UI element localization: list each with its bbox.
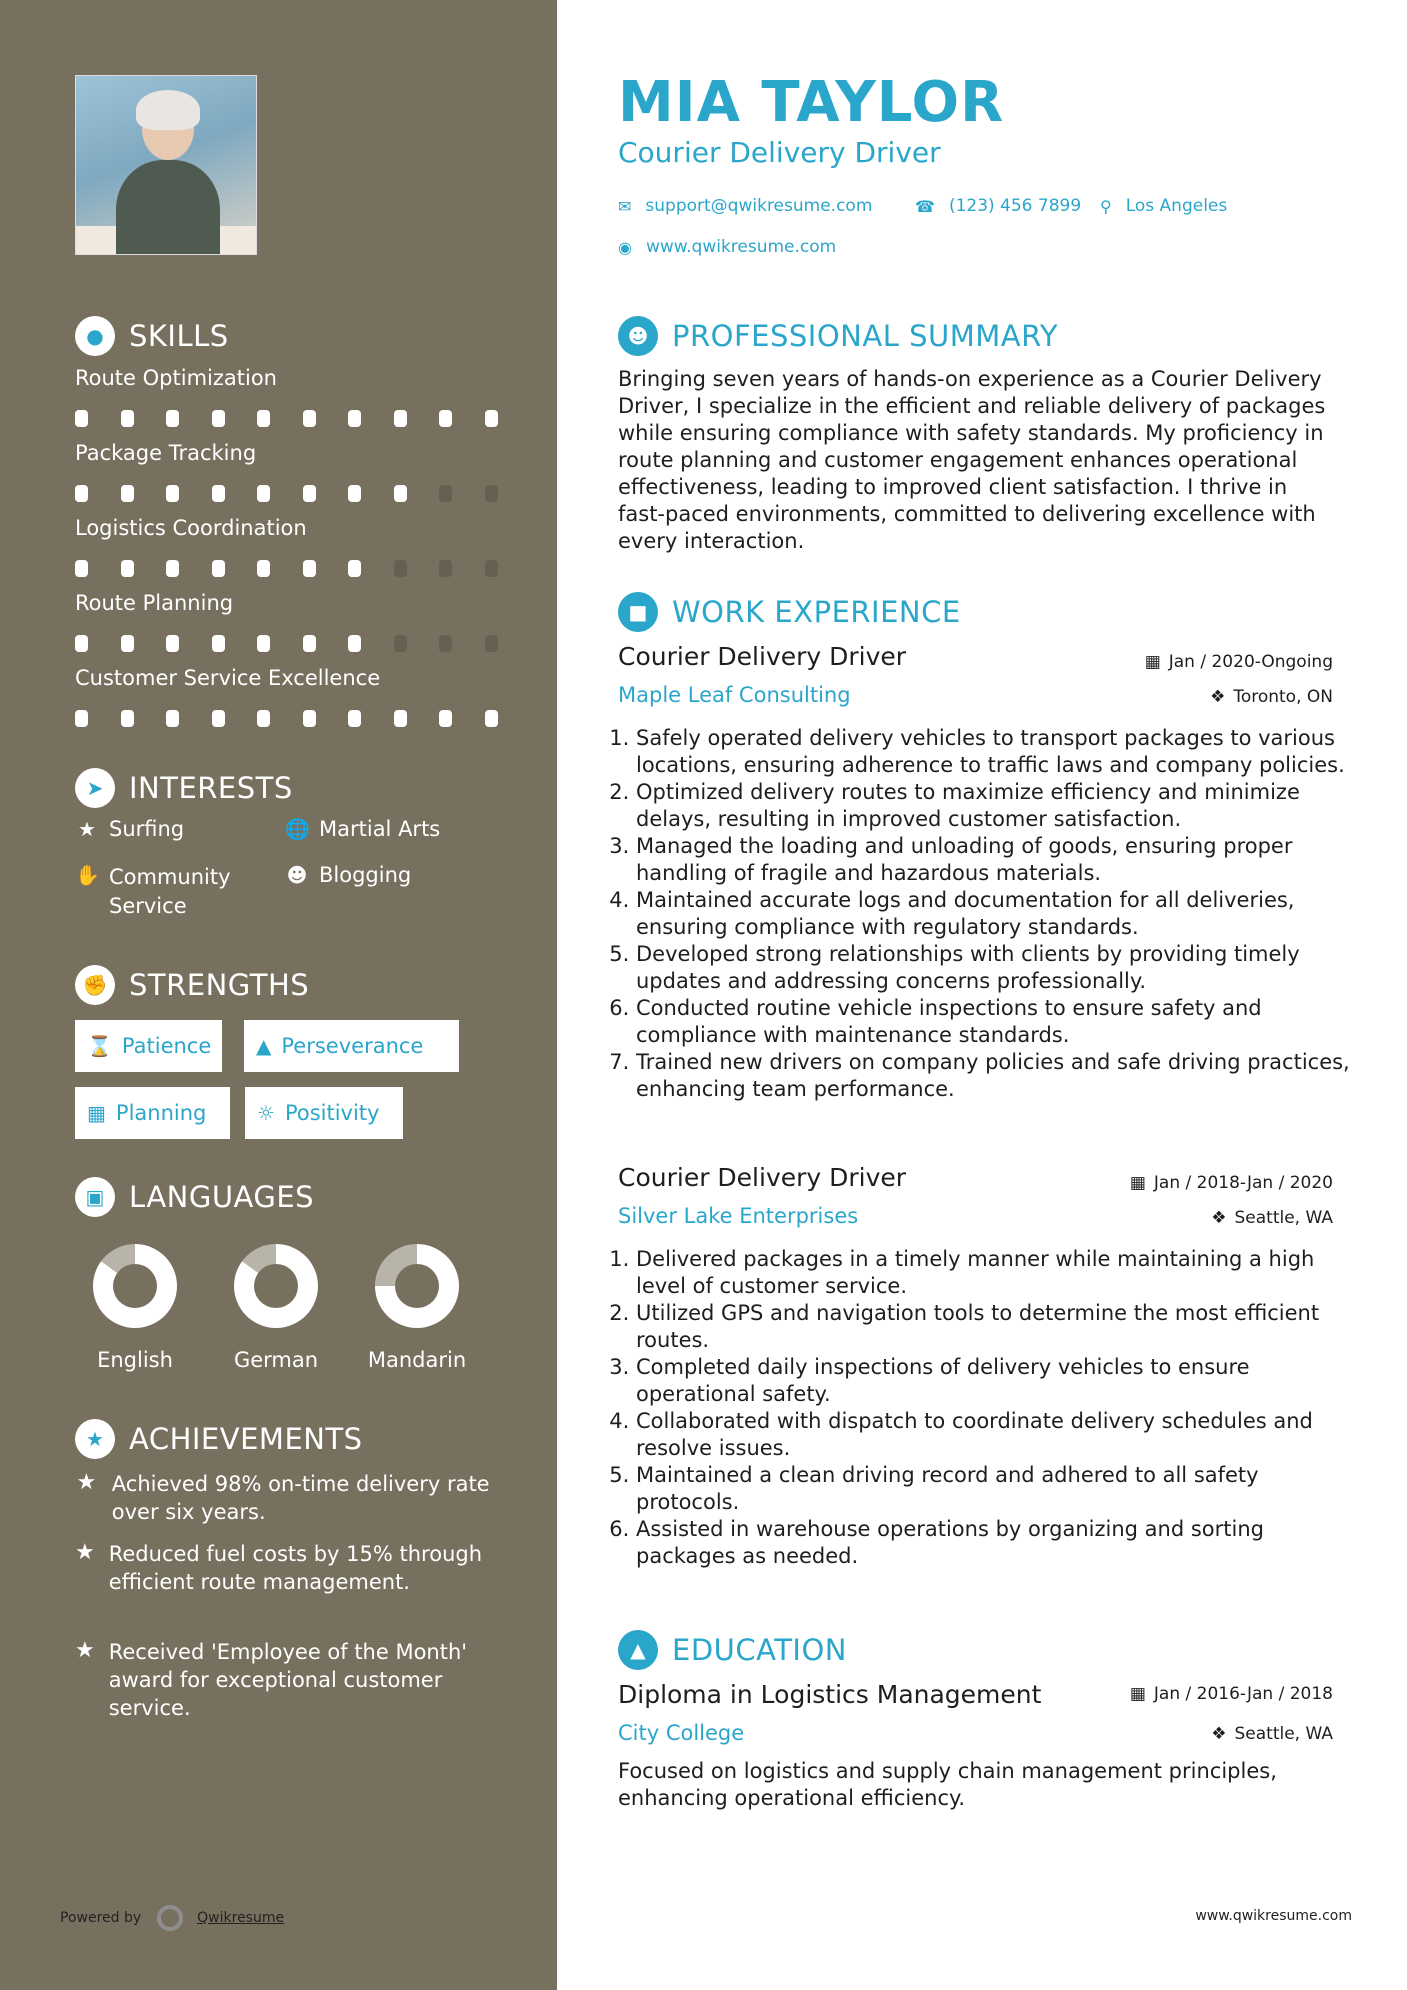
skill-name: Route Optimization: [75, 366, 277, 390]
star-trophy-icon: ★: [75, 1540, 95, 1565]
language-ring: [93, 1244, 177, 1328]
skill-level-dot: [394, 635, 407, 652]
skills-heading: SKILLS: [129, 319, 229, 353]
interest-item: ✋ Community Service: [75, 863, 231, 918]
degree-title: Diploma in Logistics Management: [618, 1680, 1042, 1709]
pin-icon: ❖: [1210, 687, 1226, 707]
skill-level-dot: [75, 410, 88, 427]
calendar-icon: ▦: [87, 1101, 106, 1125]
job-bullet: 6. Assisted in warehouse operations by organizing and sorting packages as needed.: [636, 1516, 1356, 1570]
job-bullet: 4. Collaborated with dispatch to coordinate delivery schedules and resolve issues.: [636, 1408, 1356, 1462]
pin-icon: ❖: [1211, 1208, 1227, 1228]
candidate-title: Courier Delivery Driver: [618, 136, 941, 169]
skill-level-dot: [303, 635, 316, 652]
language-item: Mandarin: [347, 1244, 487, 1372]
skill-level-dot: [166, 560, 179, 577]
job-bullet: 2. Utilized GPS and navigation tools to determine the most efficient routes.: [636, 1300, 1356, 1354]
skill-level-dot: [303, 410, 316, 427]
skill-item: [75, 366, 515, 390]
skill-level-dot: [485, 560, 498, 577]
skill-level-dot: [394, 485, 407, 502]
skill-level-dot: [212, 635, 225, 652]
skill-level-dot: [166, 635, 179, 652]
skill-level-dot: [439, 410, 452, 427]
user-icon: ☻: [618, 316, 658, 356]
languages-heading: LANGUAGES: [129, 1180, 315, 1214]
language-ring: [234, 1244, 318, 1328]
skill-level-dot: [166, 410, 179, 427]
job-bullet: 4. Maintained accurate logs and documentation for all deliveries, ensuring compliance with regulatory standards.: [636, 887, 1356, 941]
interest-item: ★ Surfing: [75, 817, 184, 841]
strength-chip: ▲ Perseverance: [244, 1020, 459, 1072]
strengths-heading: STRENGTHS: [129, 968, 310, 1002]
interests-section-header: [75, 768, 293, 808]
languages-section-header: [75, 1177, 314, 1217]
contact-phone[interactable]: ☎ (123) 456 7899: [915, 196, 1082, 216]
language-ring: [375, 1244, 459, 1328]
skill-level-dot: [439, 635, 452, 652]
skill-item: [75, 666, 515, 690]
strength-chip: ⌛ Patience: [75, 1020, 222, 1072]
skill-level-dot: [348, 710, 361, 727]
achievements-section-header: [75, 1419, 363, 1459]
language-card-icon: ▣: [75, 1177, 115, 1217]
skill-level-dot: [485, 635, 498, 652]
road-icon: ▲: [256, 1034, 272, 1058]
interest-item: ☻ Blogging: [286, 863, 412, 887]
paper-plane-icon: ➤: [75, 768, 115, 808]
skill-level-dot: [212, 410, 225, 427]
skill-level-dot: [394, 560, 407, 577]
language-item: English: [65, 1244, 205, 1372]
job-location: ❖ Seattle, WA: [1211, 1208, 1333, 1228]
education-dates: ▦ Jan / 2016-Jan / 2018: [1129, 1684, 1333, 1704]
skill-level-dot: [121, 635, 134, 652]
hourglass-icon: ⌛: [87, 1034, 112, 1058]
calendar-icon: ▦: [1129, 1173, 1146, 1193]
sun-icon: ☼: [257, 1101, 275, 1125]
language-item: German: [206, 1244, 346, 1372]
job-bullet: 3. Completed daily inspections of delivery vehicles to ensure operational safety.: [636, 1354, 1356, 1408]
skill-level-dot: [485, 710, 498, 727]
globe-icon: 🌐: [285, 817, 310, 841]
skill-level-dot: [75, 710, 88, 727]
skill-level-dot: [212, 560, 225, 577]
skill-level-dot: [303, 560, 316, 577]
job-dates: ▦ Jan / 2020-Ongoing: [1144, 652, 1333, 672]
lightbulb-icon: ●: [75, 316, 115, 356]
skill-level-dot: [121, 710, 134, 727]
qwikresume-link[interactable]: Qwikresume: [197, 1910, 285, 1926]
skill-level-dot: [121, 560, 134, 577]
job-bullet: 3. Managed the loading and unloading of goods, ensuring proper handling of fragile and hazardous materials.: [636, 833, 1356, 887]
skill-level-dot: [121, 485, 134, 502]
education-section-header: [618, 1630, 847, 1670]
skill-level-dot: [212, 485, 225, 502]
skill-level-dot: [485, 410, 498, 427]
skill-level-dot: [485, 485, 498, 502]
summary-text: Bringing seven years of hands-on experience as a Courier Delivery Driver, I specialize in the efficient and reliable delivery of packages while ensuring compliance with safety standards. My proficiency in route planning and customer engagement enhances operational effectiveness, leading to improved client satisfaction. I thrive in fast-paced environments, committed to delivering excellence with every interaction.: [618, 367, 1326, 553]
job-location: ❖ Toronto, ON: [1210, 687, 1333, 707]
achievements-heading: ACHIEVEMENTS: [129, 1422, 363, 1456]
skill-level-dot: [257, 485, 270, 502]
contact-website[interactable]: ◉ www.qwikresume.com: [618, 237, 837, 257]
skill-item: [75, 516, 515, 540]
interest-item: 🌐 Martial Arts: [285, 817, 441, 841]
powered-by: Powered by Qwikresume: [60, 1905, 284, 1931]
skill-level-dot: [166, 710, 179, 727]
skill-level-dot: [75, 485, 88, 502]
job-bullets: [610, 1246, 1356, 1570]
interests-heading: INTERESTS: [129, 771, 293, 805]
skill-item: [75, 591, 515, 615]
job-bullet: 6. Conducted routine vehicle inspections to ensure safety and compliance with maintenance standards.: [636, 995, 1356, 1049]
skill-name: Package Tracking: [75, 441, 257, 465]
skill-item: [75, 441, 515, 465]
pin-icon: ❖: [1211, 1724, 1227, 1744]
skill-level-dot: [212, 710, 225, 727]
calendar-icon: ▦: [1129, 1684, 1146, 1704]
globe-icon: ◉: [618, 237, 632, 257]
experience-section-header: [618, 592, 961, 632]
skill-level-dot: [257, 635, 270, 652]
job-bullet: 5. Developed strong relationships with clients by providing timely updates and addressing concerns professionally.: [636, 941, 1356, 995]
footer-site[interactable]: www.qwikresume.com: [1195, 1908, 1352, 1924]
contact-email[interactable]: ✉ support@qwikresume.com: [618, 196, 873, 216]
skill-level-dot: [257, 560, 270, 577]
skill-level-dot: [348, 485, 361, 502]
skill-level-dot: [257, 710, 270, 727]
skill-level-dot: [348, 410, 361, 427]
job-bullets: [610, 725, 1356, 1103]
calendar-icon: ▦: [1144, 652, 1161, 672]
job-title: Courier Delivery Driver: [618, 642, 907, 671]
job-company: Maple Leaf Consulting: [618, 683, 851, 707]
skill-level-dot: [166, 485, 179, 502]
skill-level-dot: [348, 635, 361, 652]
job-dates: ▦ Jan / 2018-Jan / 2020: [1129, 1173, 1333, 1193]
sidebar: [0, 0, 557, 1990]
star-trophy-icon: ★: [76, 1470, 97, 1495]
skill-level-dot: [439, 560, 452, 577]
skill-level-dot: [75, 635, 88, 652]
skill-level-dot: [394, 710, 407, 727]
profile-photo: [75, 75, 257, 255]
job-bullet: 1. Safely operated delivery vehicles to transport packages to various locations, ensuring adherence to traffic laws and company policies.: [636, 725, 1356, 779]
phone-icon: ☎: [915, 196, 935, 216]
skill-level-dot: [439, 485, 452, 502]
star-icon: ★: [78, 817, 96, 841]
fist-icon: ✊: [75, 965, 115, 1005]
achievement-item: ★ Achieved 98% on-time delivery rate over six years.: [76, 1470, 490, 1524]
achievement-item: ★ Received 'Employee of the Month' award for exceptional customer service.: [75, 1638, 468, 1720]
summary-section-header: [618, 316, 1058, 356]
experience-heading: WORK EXPERIENCE: [672, 595, 961, 629]
graduation-icon: ▲: [618, 1630, 658, 1670]
strength-chip: ☼ Positivity: [245, 1087, 403, 1139]
school-name: City College: [618, 1721, 745, 1745]
strengths-section-header: [75, 965, 309, 1005]
skill-level-dot: [439, 710, 452, 727]
office-chair-icon: ■: [618, 592, 658, 632]
job-title: Courier Delivery Driver: [618, 1163, 907, 1192]
skill-level-dot: [303, 485, 316, 502]
award-icon: ★: [75, 1419, 115, 1459]
skill-level-dot: [394, 410, 407, 427]
qwikresume-logo-icon: [157, 1905, 183, 1931]
skill-level-dot: [257, 410, 270, 427]
summary-heading: PROFESSIONAL SUMMARY: [672, 319, 1059, 353]
map-pin-icon: ⚲: [1100, 196, 1112, 216]
users-icon: ☻: [286, 863, 308, 887]
job-bullet: 5. Maintained a clean driving record and adhered to all safety protocols.: [636, 1462, 1356, 1516]
education-location: ❖ Seattle, WA: [1211, 1724, 1333, 1744]
skill-level-dot: [121, 410, 134, 427]
skill-name: Route Planning: [75, 591, 234, 615]
strength-chip: ▦ Planning: [75, 1087, 230, 1139]
envelope-icon: ✉: [618, 196, 632, 216]
job-bullet: 1. Delivered packages in a timely manner while maintaining a high level of customer service.: [636, 1246, 1356, 1300]
candidate-name: MIA TAYLOR: [618, 70, 1005, 135]
job-company: Silver Lake Enterprises: [618, 1204, 859, 1228]
job-bullet: 7. Trained new drivers on company policies and safe driving practices, enhancing team performance.: [636, 1049, 1356, 1103]
achievement-item: ★ Reduced fuel costs by 15% through efficient route management.: [75, 1540, 483, 1594]
education-text: Focused on logistics and supply chain management principles, enhancing operational efficiency.: [618, 1759, 1277, 1810]
skill-level-dot: [303, 710, 316, 727]
education-heading: EDUCATION: [672, 1633, 848, 1667]
skill-level-dot: [75, 560, 88, 577]
skills-section-header: [75, 316, 229, 356]
hand-icon: ✋: [75, 863, 100, 887]
skill-level-dot: [348, 560, 361, 577]
contact-location: ⚲ Los Angeles: [1100, 196, 1228, 216]
job-bullet: 2. Optimized delivery routes to maximize efficiency and minimize delays, resulting in improved customer satisfaction.: [636, 779, 1356, 833]
star-trophy-icon: ★: [75, 1638, 95, 1663]
skill-name: Customer Service Excellence: [75, 666, 381, 690]
skill-name: Logistics Coordination: [75, 516, 307, 540]
